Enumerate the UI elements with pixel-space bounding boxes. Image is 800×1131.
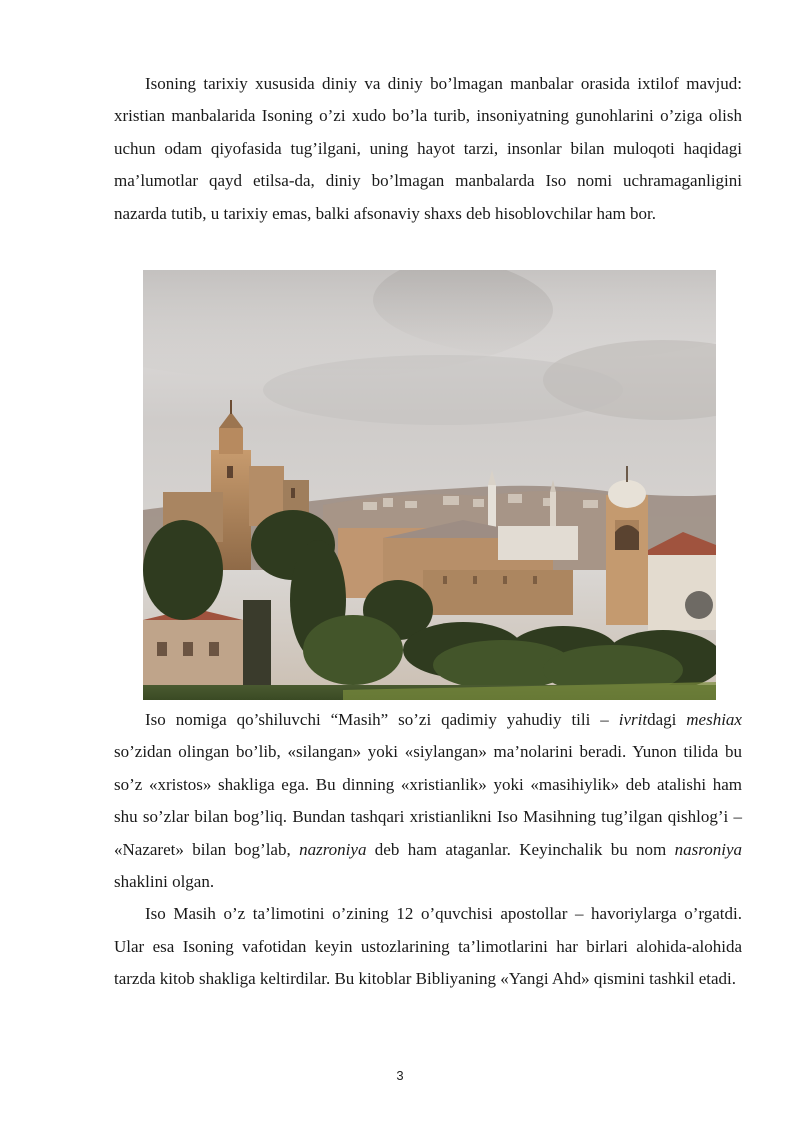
paragraph-2	[114, 704, 742, 898]
page-number: 3	[396, 1068, 404, 1083]
paragraph-2-text-a: Iso nomiga qo’shiluvchi “Masih” so’zi qadimiy yahudiy tili –	[145, 710, 619, 729]
term-meshiax: meshiax	[686, 710, 742, 729]
paragraph-2-text-g: deb ham ataganlar. Keyinchalik bu nom	[366, 839, 675, 859]
paragraph-1: Isoning tarixiy xususida diniy va diniy bo’lmagan manbalar orasida ixtilof mavjud: xristian manbalarida Isoning o’zi xudo bo’la turib, insoniyatning gunohlarini o’ziga olish uchun odam qiyofasida tug’ilgani, uning hayot tarzi, insonlar bilan muloqoti haqidagi ma’lumotlar qayd etilsa-da, diniy bo’lmagan manbalarda Iso nomi uchramaganligini nazarda tutib, u tarixiy emas, balki afsonaviy shaxs deb hisoblovchilar ham bor.	[114, 74, 742, 223]
paragraph-2-text-e: so’zidan olingan bo’lib, «silangan» yoki «siylangan» ma’nolarini beradi. Yunon tilida bu so’z «xristos» shakliga ega. Bu dinning «xristianlik» yoki «masihiylik» deb atalishi ham shu so’zlar bilan bog’liq. Bundan tashqari xristianlikni Iso Masihning tug’ilgan qishlog’i – «Nazaret» bilan bog’lab,	[114, 742, 742, 859]
city-photo-illustration	[143, 270, 716, 700]
term-ivrit: ivrit	[618, 710, 648, 729]
text-block-top	[114, 68, 742, 230]
city-photo	[143, 270, 716, 700]
term-nasroniya: nasroniya	[674, 839, 742, 859]
text-block-bottom	[114, 704, 742, 996]
term-nazroniya: nazroniya	[299, 839, 367, 859]
paragraph-3: Iso Masih o’z ta’limotini o’zining 12 o’quvchisi apostollar – havoriylarga o’rgatdi. Ular esa Isoning vafotidan keyin ustozlarining ta’limotlarini har birlari alohida-alohida tarzda kitob shakliga keltirdilar. Bu kitoblar Bibliyaning «Yangi Ahd» qismini tashkil etadi.	[114, 904, 742, 989]
paragraph-2-text-c: dagi	[647, 710, 687, 729]
paragraph-2-text-i: shaklini olgan.	[114, 872, 215, 892]
